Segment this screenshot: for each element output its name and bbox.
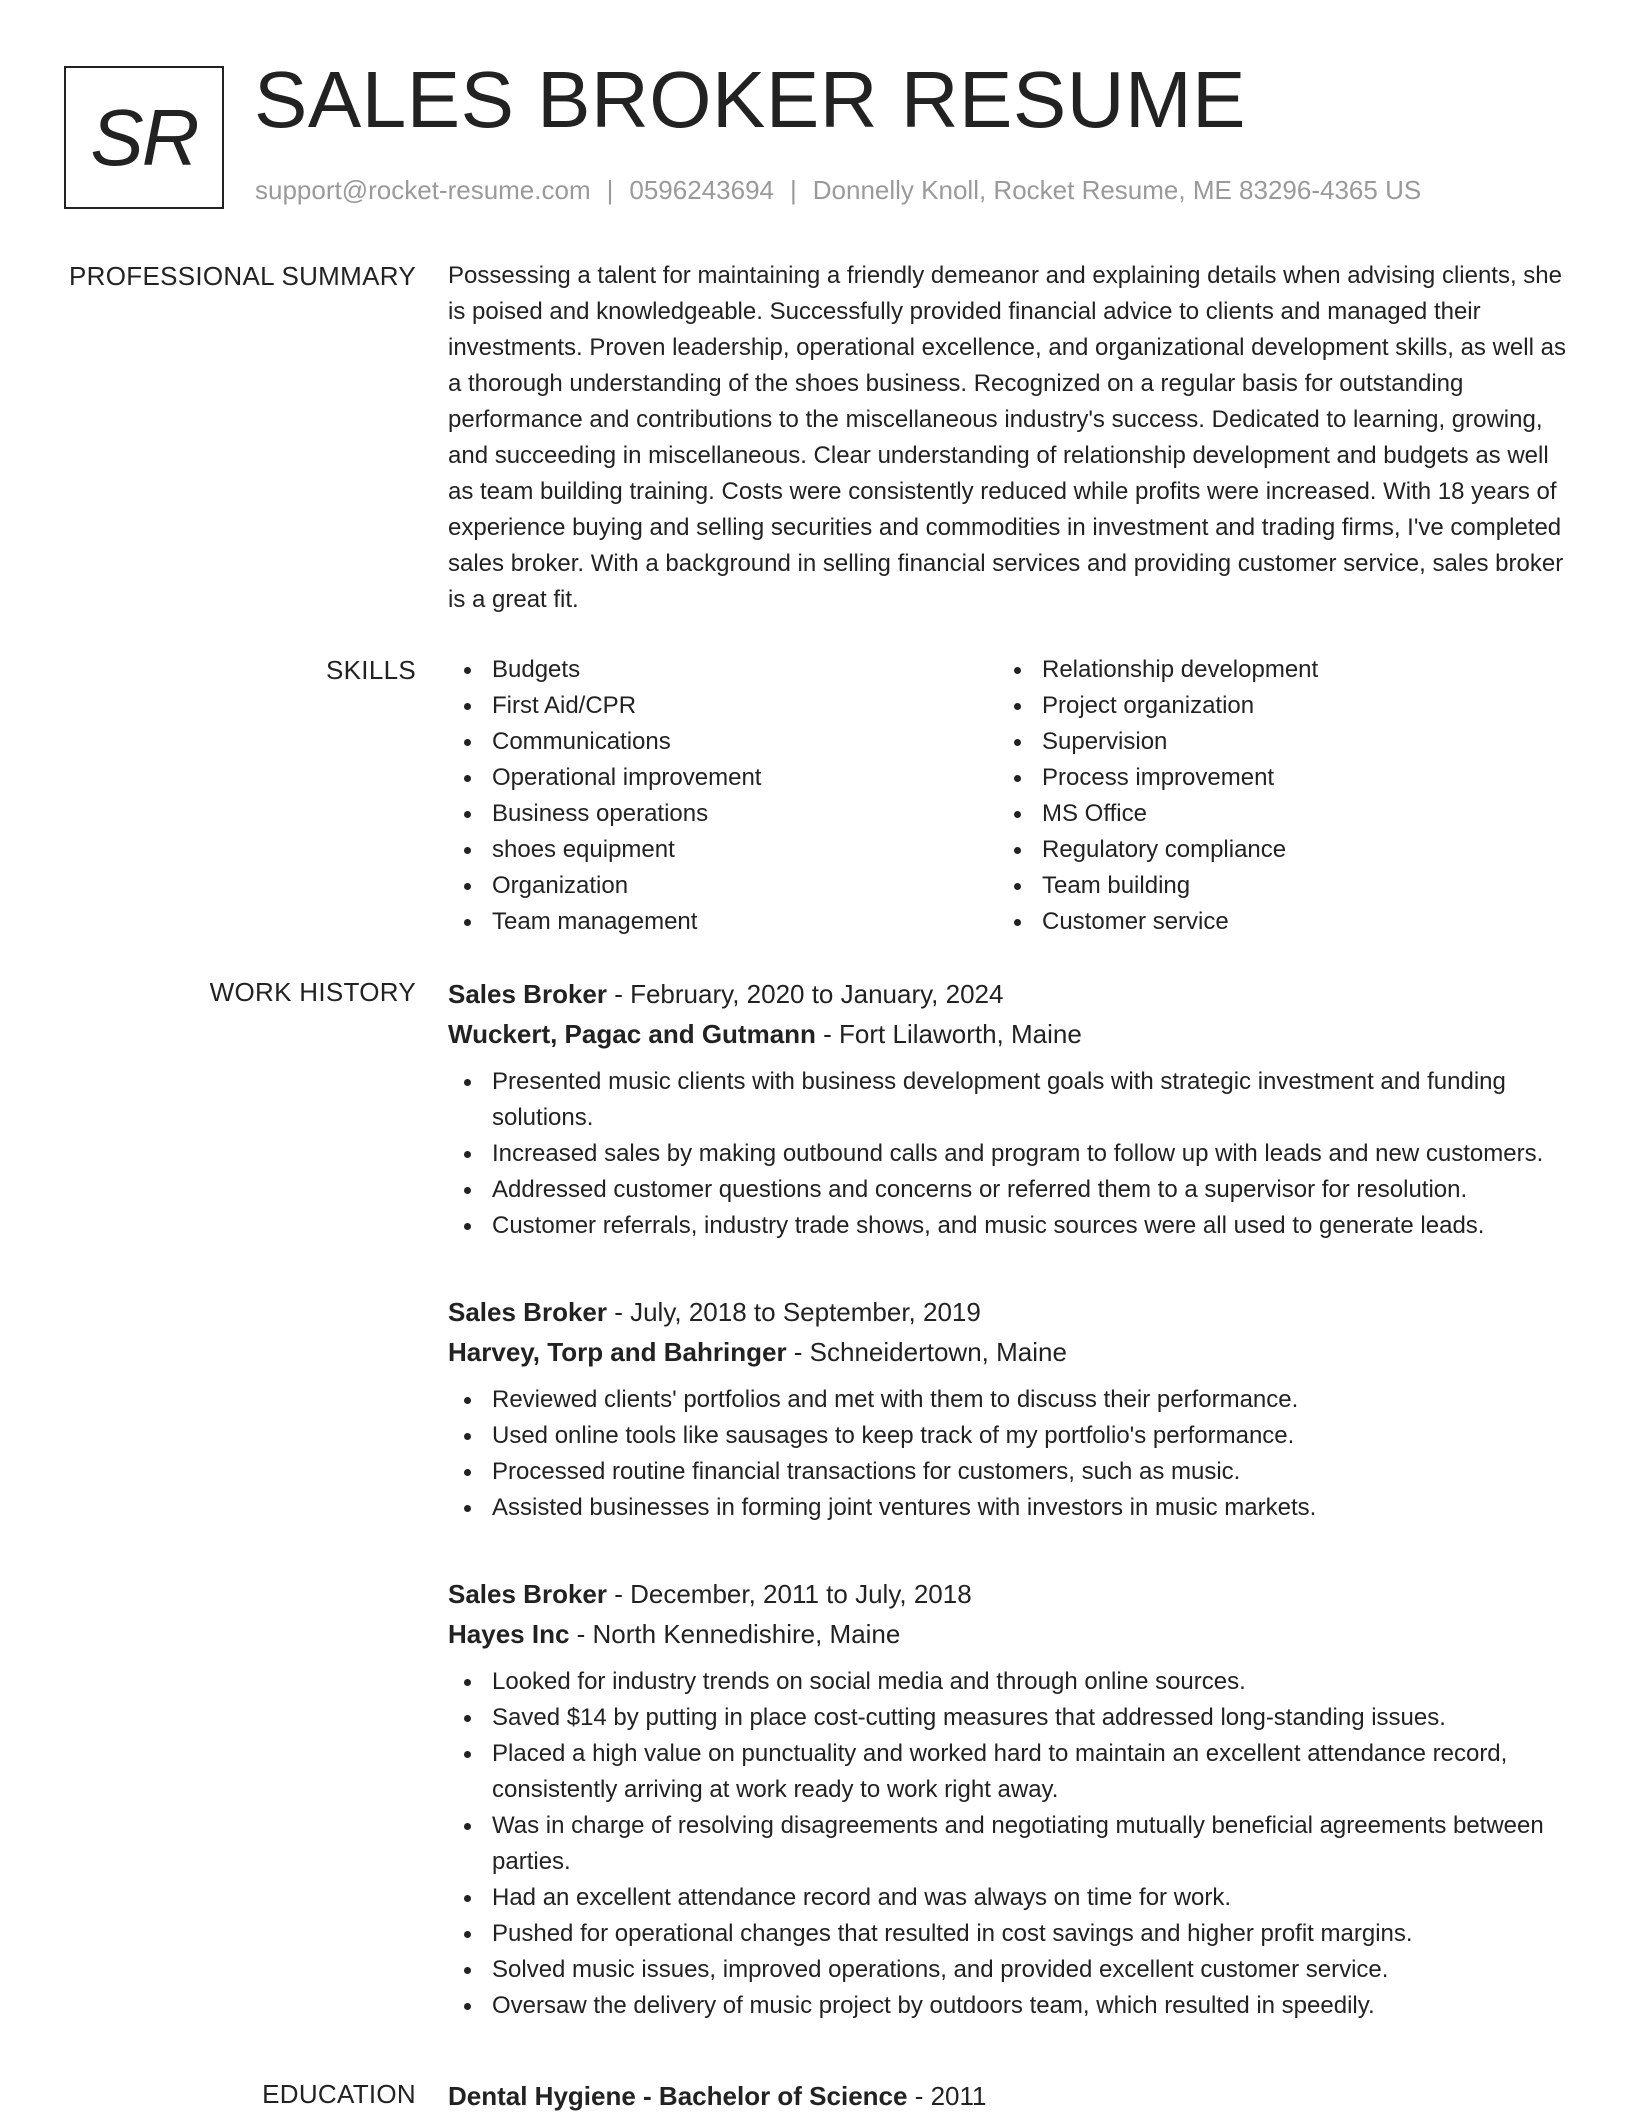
job-title-line <box>448 1292 1572 1332</box>
job-bullet: Saved $14 by putting in place cost-cutting measures that addressed long-standing issues. <box>448 1700 1572 1736</box>
job-bullet: Addressed customer questions and concerns or referred them to a supervisor for resolution. <box>448 1172 1572 1208</box>
education-year: - 2011 <box>907 2081 987 2111</box>
monogram-box <box>64 66 224 209</box>
skill-item: Process improvement <box>998 760 1548 796</box>
skills-list-right <box>998 652 1548 940</box>
resume-title: SALES BROKER RESUME <box>254 55 1246 144</box>
skill-item: Team building <box>998 868 1548 904</box>
job-bullet: Assisted businesses in forming joint ventures with investors in music markets. <box>448 1490 1572 1526</box>
contact-address: Donnelly Knoll, Rocket Resume, ME 83296-4365 US <box>812 175 1422 205</box>
monogram-initials: SR <box>90 92 198 182</box>
job-title-line <box>448 974 1572 1014</box>
job-dates: - February, 2020 to January, 2024 <box>606 979 1004 1009</box>
job-location: - North Kennedishire, Maine <box>569 1619 901 1649</box>
skill-item: Project organization <box>998 688 1548 724</box>
job-dates: - December, 2011 to July, 2018 <box>606 1579 972 1609</box>
skill-item: Operational improvement <box>448 760 998 796</box>
job-bullet: Placed a high value on punctuality and worked hard to maintain an excellent attendance record, consistently arriving at work ready to work right away. <box>448 1736 1572 1808</box>
education-line <box>448 2076 1572 2112</box>
job-location: - Schneidertown, Maine <box>786 1337 1067 1367</box>
skill-item: First Aid/CPR <box>448 688 998 724</box>
job-bullet: Oversaw the delivery of music project by outdoors team, which resulted in speedily. <box>448 1988 1572 2024</box>
skill-item: shoes equipment <box>448 832 998 868</box>
job-company: Wuckert, Pagac and Gutmann <box>448 1019 816 1049</box>
job-bullet: Looked for industry trends on social media and through online sources. <box>448 1664 1572 1700</box>
job-bullets <box>448 1064 1572 1244</box>
job-bullet: Had an excellent attendance record and was always on time for work. <box>448 1880 1572 1916</box>
job-entry <box>448 974 1572 1244</box>
job-bullet: Was in charge of resolving disagreements and negotiating mutually beneficial agreements between parties. <box>448 1808 1572 1880</box>
job-dates: - July, 2018 to September, 2019 <box>606 1297 981 1327</box>
skills-list-left <box>448 652 998 940</box>
summary-text: Possessing a talent for maintaining a friendly demeanor and explaining details when advising clients, she is poised and knowledgeable. Successfully provided financial advice to clients and managed their investments. Proven leadership, operational excellence, and organizational development skills, as well as a thorough understanding of the shoes business. Recognized on a regular basis for outstanding performance and contributions to the miscellaneous industry's success. Dedicated to learning, growing, and succeeding in miscellaneous. Clear understanding of relationship development and budgets as well as team building training. Costs were consistently reduced while profits were increased. With 18 years of experience buying and selling securities and commodities in investment and trading firms, I've completed sales broker. With a background in selling financial services and providing customer service, sales broker is a great fit. <box>448 262 1566 613</box>
contact-separator: | <box>790 175 797 205</box>
job-bullet: Processed routine financial transactions for customers, such as music. <box>448 1454 1572 1490</box>
contact-phone[interactable]: 0596243694 <box>629 175 774 205</box>
skill-item: Team management <box>448 904 998 940</box>
education-heading: EDUCATION <box>262 2079 416 2109</box>
contact-email[interactable]: support@rocket-resume.com <box>255 175 591 205</box>
job-entry <box>448 1292 1572 1526</box>
education-degree: Dental Hygiene - Bachelor of Science <box>448 2081 908 2111</box>
job-entry <box>448 1574 1572 2024</box>
skill-item: Relationship development <box>998 652 1548 688</box>
job-bullet: Reviewed clients' portfolios and met with them to discuss their performance. <box>448 1382 1572 1418</box>
skill-item: Customer service <box>998 904 1548 940</box>
skill-item: Organization <box>448 868 998 904</box>
job-title: Sales Broker <box>448 1297 607 1327</box>
skills-heading: SKILLS <box>326 655 416 685</box>
job-bullet: Presented music clients with business development goals with strategic investment and funding solutions. <box>448 1064 1572 1136</box>
job-company-line <box>448 1332 1572 1372</box>
contact-separator: | <box>606 175 614 205</box>
job-company: Hayes Inc <box>448 1619 570 1649</box>
skill-item: Regulatory compliance <box>998 832 1548 868</box>
skill-item: Supervision <box>998 724 1548 760</box>
job-bullet: Pushed for operational changes that resulted in cost savings and higher profit margins. <box>448 1916 1572 1952</box>
job-title: Sales Broker <box>448 1579 607 1609</box>
contact-line <box>255 175 1421 206</box>
job-company-line <box>448 1014 1572 1054</box>
work-history-heading: WORK HISTORY <box>209 977 416 1007</box>
skill-item: Communications <box>448 724 998 760</box>
skill-item: Business operations <box>448 796 998 832</box>
job-title-line <box>448 1574 1572 1614</box>
job-bullets <box>448 1382 1572 1526</box>
job-location: - Fort Lilaworth, Maine <box>815 1019 1082 1049</box>
summary-heading: PROFESSIONAL SUMMARY <box>69 261 416 291</box>
job-company: Harvey, Torp and Bahringer <box>448 1337 787 1367</box>
job-bullets <box>448 1664 1572 2024</box>
job-bullet: Solved music issues, improved operations, and provided excellent customer service. <box>448 1952 1572 1988</box>
job-bullet: Increased sales by making outbound calls and program to follow up with leads and new customers. <box>448 1136 1572 1172</box>
job-bullet: Used online tools like sausages to keep track of my portfolio's performance. <box>448 1418 1572 1454</box>
job-title: Sales Broker <box>448 979 607 1009</box>
skill-item: Budgets <box>448 652 998 688</box>
job-company-line <box>448 1614 1572 1654</box>
skill-item: MS Office <box>998 796 1548 832</box>
job-bullet: Customer referrals, industry trade shows, and music sources were all used to generate leads. <box>448 1208 1572 1244</box>
